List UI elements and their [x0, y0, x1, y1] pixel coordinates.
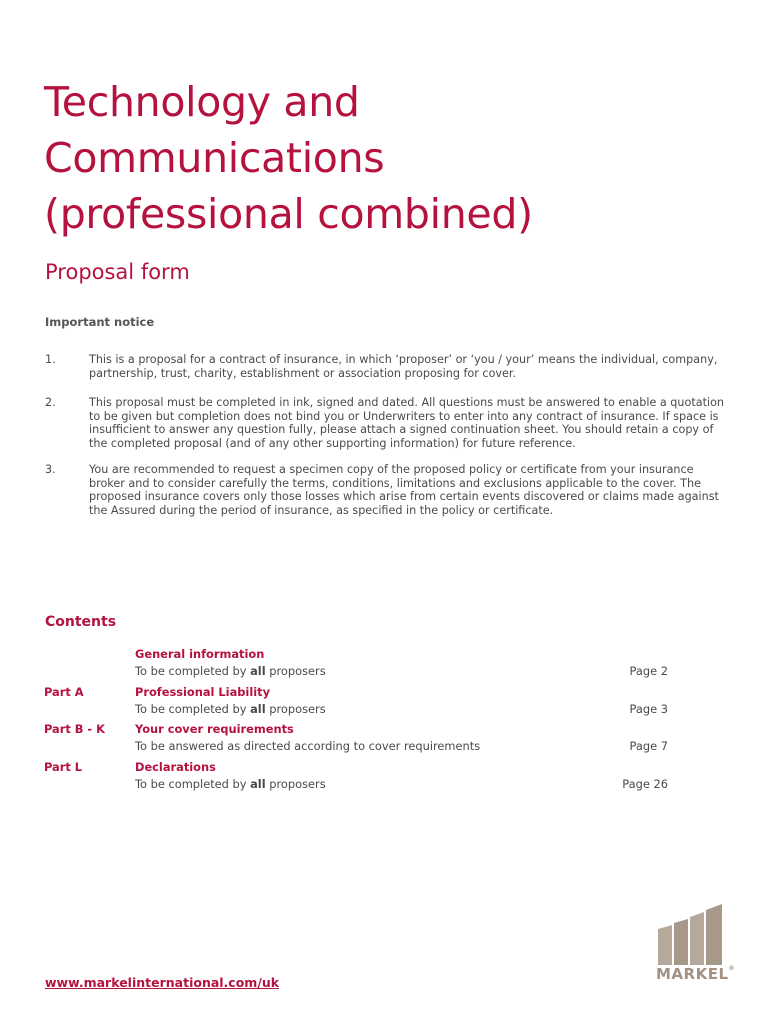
- contents-section-title: Professional Liability: [135, 684, 271, 699]
- notice-item: [45, 396, 725, 463]
- contents-section-description: To be completed by all proposers: [135, 701, 326, 716]
- contents-page-number: Page 3: [629, 701, 668, 716]
- notice-text: This proposal must be completed in ink, signed and dated. All questions must be answered to enable a quotation to be given but completion does not bind you or Underwriters to enter into any contract of insurance. If space is insufficient to answer any question fully, please attach a signed continuation sheet. You should retain a copy of the completed proposal (and of any other supporting information) for future reference.: [89, 396, 725, 450]
- title-line-2: Communications: [44, 134, 385, 182]
- contents-section-description: To be completed by all proposers: [135, 776, 326, 791]
- contents-heading: Contents: [45, 614, 117, 630]
- contents-section-description: To be answered as directed according to cover requirements: [135, 739, 481, 753]
- notice-list: [45, 353, 725, 523]
- document-subtitle: Proposal form: [45, 260, 190, 284]
- contents-page-number: Page 2: [629, 664, 668, 678]
- contents-part-label: Part B - K: [44, 722, 105, 736]
- contents-section-description: To be completed by all proposers: [135, 664, 326, 678]
- contents-row-part-l: [44, 760, 674, 798]
- important-notice-heading: Important notice: [45, 315, 155, 329]
- title-line-3: (professional combined): [44, 190, 533, 238]
- contents-row-part-a: [44, 685, 674, 723]
- notice-text: This is a proposal for a contract of insurance, in which ‘proposer’ or ‘you / your’ means the individual, company, partnership, trust, charity, establishment or association proposing for cover.: [89, 353, 718, 380]
- notice-text: You are recommended to request a specimen copy of the proposed policy or certificate from your insurance broker and to consider carefully the terms, conditions, limitations and exclusions applicable to the cover. The proposed insurance covers only those losses which arise from certain events discovered or claims made against the Assured during the period of insurance, as specified in the policy or certificate.: [89, 463, 719, 517]
- document-title: [44, 74, 684, 242]
- contents-section-title: General information: [135, 647, 265, 661]
- notice-number: 1.: [45, 353, 56, 366]
- markel-logo-text: MARKEL®: [656, 965, 736, 983]
- contents-section-title: Declarations: [135, 759, 216, 774]
- contents-part-label: Part L: [44, 759, 83, 774]
- contents-page-number: Page 26: [622, 776, 668, 791]
- title-line-1: Technology and: [44, 78, 360, 126]
- website-link[interactable]: www.markelinternational.com/uk: [45, 975, 280, 990]
- contents-section-title: Your cover requirements: [135, 722, 294, 736]
- contents-page-number: Page 7: [629, 739, 668, 753]
- notice-item: [45, 353, 725, 396]
- notice-number: 3.: [45, 463, 56, 476]
- notice-number: 2.: [45, 396, 56, 409]
- contents-part-label: Part A: [44, 684, 84, 699]
- contents-table: [44, 647, 674, 797]
- notice-item: [45, 463, 725, 523]
- contents-row-part-b-k: [44, 722, 674, 760]
- contents-row-general-information: [44, 647, 674, 685]
